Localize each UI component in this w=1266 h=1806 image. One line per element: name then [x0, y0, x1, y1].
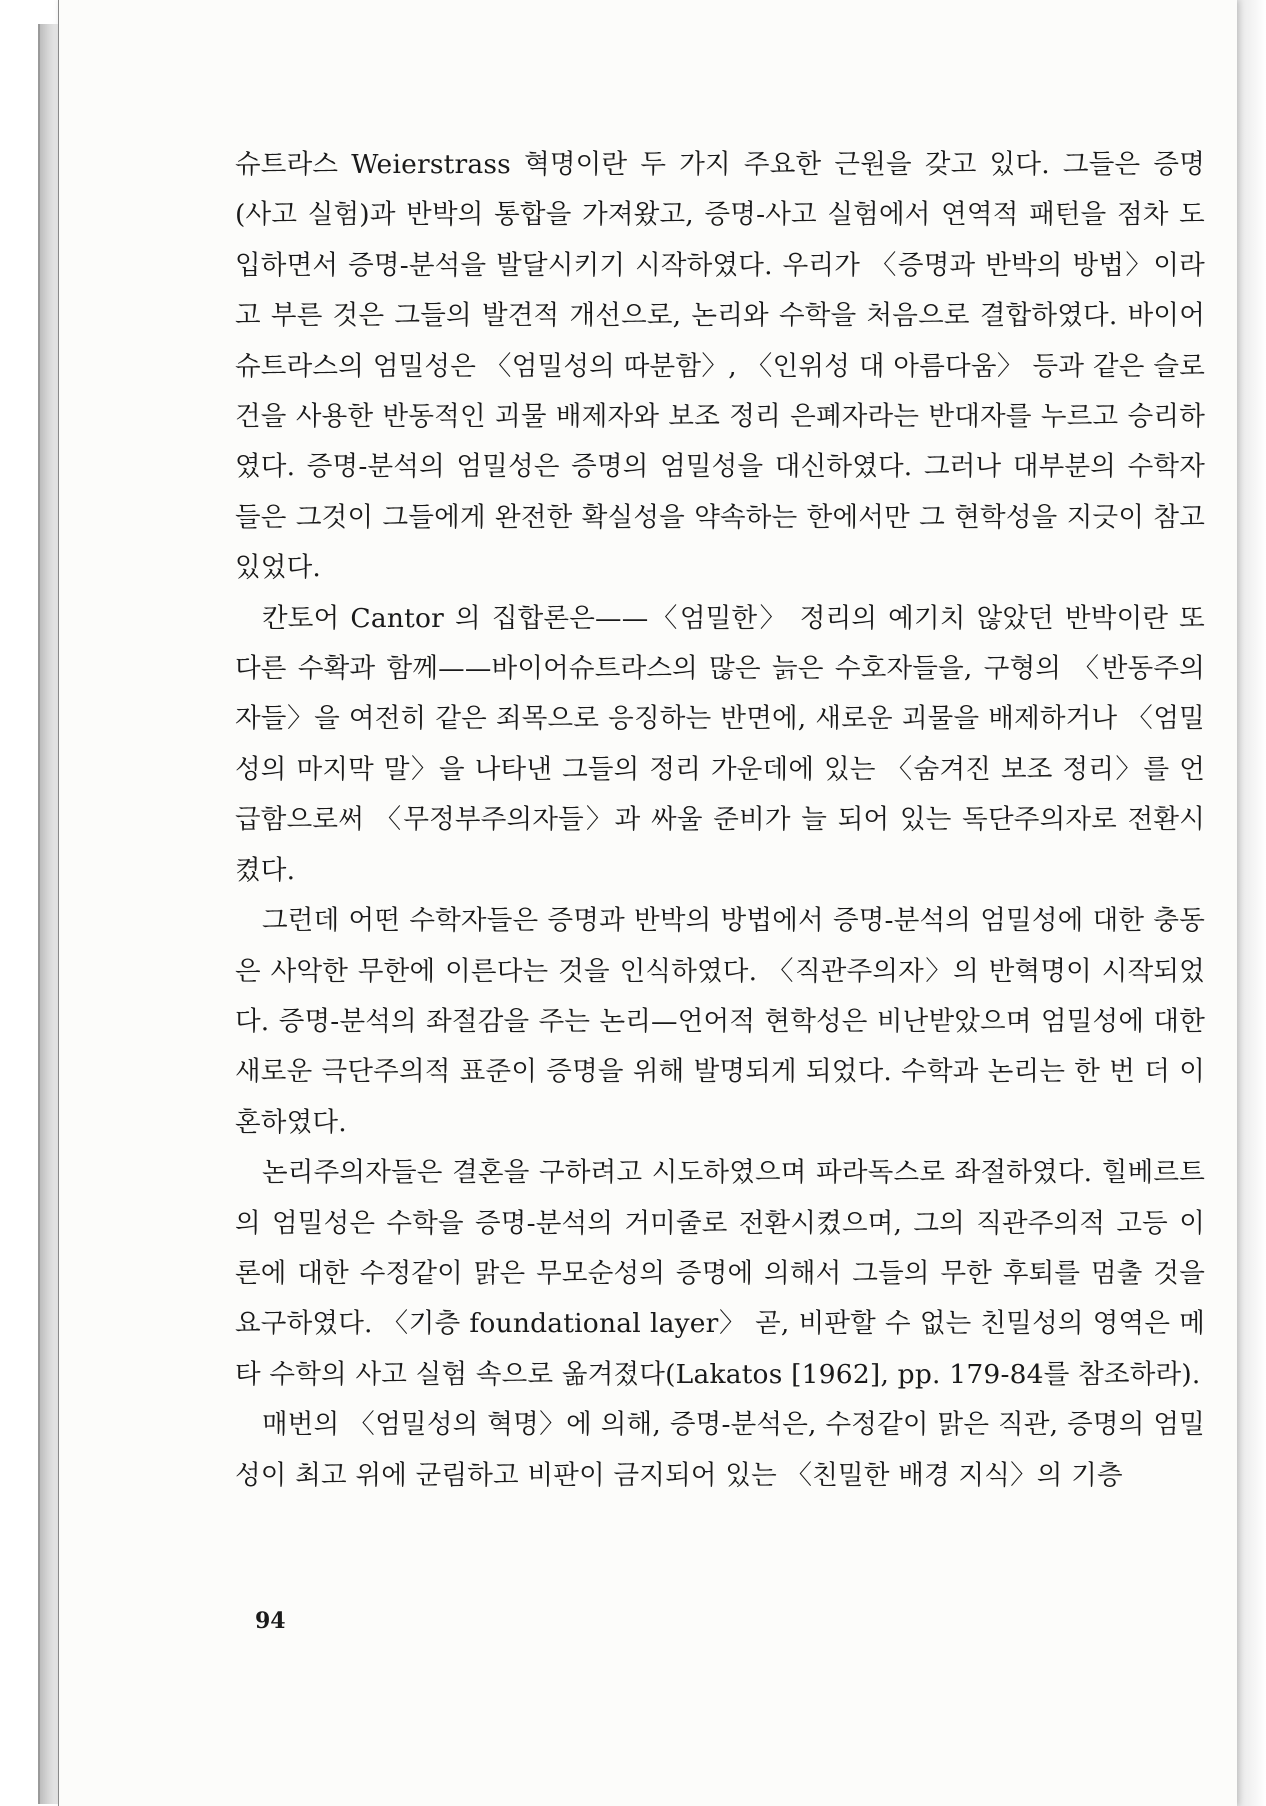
paragraph-5: 매번의 〈엄밀성의 혁명〉에 의해, 증명-분석은, 수정같이 맑은 직관, 증명의 엄밀성이 최고 위에 군림하고 비판이 금지되어 있는 〈친밀한 배경 지식〉의 기층 [235, 1409, 1205, 1491]
page-stack-edge [38, 24, 60, 1804]
paragraph-3: 그런데 어떤 수학자들은 증명과 반박의 방법에서 증명-분석의 엄밀성에 대한 충동은 사악한 무한에 이른다는 것을 인식하였다. 〈직관주의자〉의 반혁명이 시작되었다. 증명-분석의 좌절감을 주는 논리—언어적 현학성은 비난받았으며 엄밀성에 대한 새로운 극단주의적 표준이 증명을 위해 발명되게 되었다. 수학과 논리는 한 번 더 이혼하였다. [235, 905, 1205, 1138]
page-number: 94 [255, 1608, 286, 1634]
paragraph-1: 슈트라스 Weierstrass 혁명이란 두 가지 주요한 근원을 갖고 있다. 그들은 증명 (사고 실험)과 반박의 통합을 가져왔고, 증명-사고 실험에서 연역적 패턴을 점차 도입하면서 증명-분석을 발달시키기 시작하였다. 우리가 〈증명과 반박의 방법〉이라고 부른 것은 그들의 발견적 개선으로, 논리와 수학을 처음으로 결합하였다. 바이어슈트라스의 엄밀성은 〈엄밀성의 따분함〉, 〈인위성 대 아름다움〉 등과 같은 슬로건을 사용한 반동적인 괴물 배제자와 보조 정리 은폐자라는 반대자를 누르고 승리하였다. 증명-분석의 엄밀성은 증명의 엄밀성을 대신하였다. 그러나 대부분의 수학자들은 그것이 그들에게 완전한 확실성을 약속하는 한에서만 그 현학성을 지긋이 참고 있었다. [235, 149, 1205, 584]
paragraph-2: 칸토어 Cantor 의 집합론은——〈엄밀한〉 정리의 예기치 않았던 반박이란 또 다른 수확과 함께——바이어슈트라스의 많은 늙은 수호자들을, 구형의 〈반동주의자들〉을 여전히 같은 죄목으로 응징하는 반면에, 새로운 괴물을 배제하거나 〈엄밀성의 마지막 말〉을 나타낸 그들의 정리 가운데에 있는 〈숨겨진 보조 정리〉를 언급함으로써 〈무정부주의자들〉과 싸울 준비가 늘 되어 있는 독단주의자로 전환시켰다. [235, 602, 1205, 886]
page-right-edge [1236, 0, 1266, 1806]
paragraph-4: 논리주의자들은 결혼을 구하려고 시도하였으며 파라독스로 좌절하였다. 힐베르트의 엄밀성은 수학을 증명-분석의 거미줄로 전환시켰으며, 그의 직관주의적 고등 이론에 대한 수정같이 맑은 무모순성의 증명에 의해서 그들의 무한 후퇴를 멈출 것을 요구하였다. 〈기층 foundational layer〉 곧, 비판할 수 없는 친밀성의 영역은 메타 수학의 사고 실험 속으로 옮겨졌다(Lakatos [1962], pp. 179-84를 참조하라). [235, 1157, 1205, 1390]
body-text [235, 140, 1205, 1501]
book-page [58, 0, 1237, 1806]
